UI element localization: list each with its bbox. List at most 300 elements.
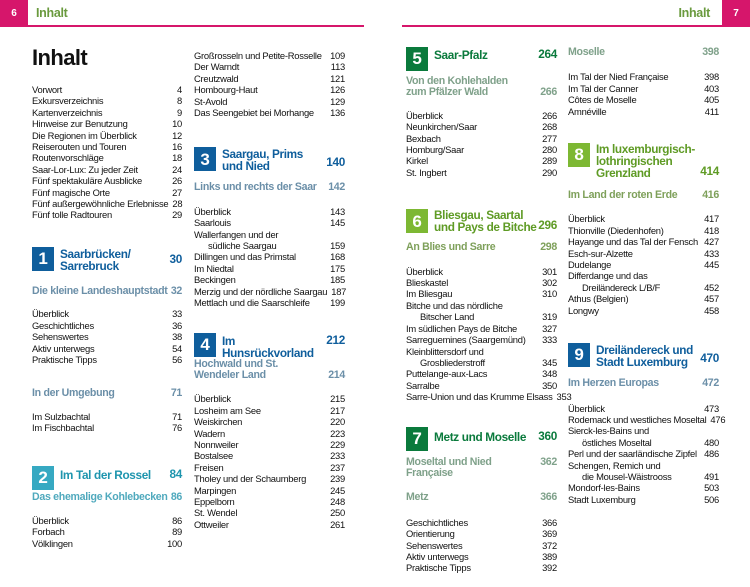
toc-entry[interactable] — [194, 50, 345, 61]
toc-entry-title: Im Tal der Canner — [568, 82, 639, 94]
toc-entry-title: Tholey und der Schaumberg — [194, 473, 307, 485]
toc-entry-page: 457 — [704, 293, 719, 305]
toc-entry-page: 268 — [542, 121, 557, 133]
section-title: Die kleine Landeshauptstadt — [32, 284, 168, 297]
toc-entry-title: Routenvorschläge — [32, 152, 104, 164]
chapter-8-number: 8 — [568, 143, 590, 167]
toc-entry-page: 56 — [172, 353, 182, 365]
section-page: 398 — [702, 46, 719, 58]
toc-entry-title: Überblick — [568, 402, 605, 414]
chapter-2-page: 84 — [169, 466, 182, 481]
toc-entry-page: 417 — [704, 213, 719, 225]
toc-entry-title: Praktische Tipps — [32, 353, 97, 365]
chapter-9-page: 470 — [700, 351, 719, 366]
toc-entry[interactable] — [194, 107, 345, 118]
toc-entry[interactable] — [406, 357, 557, 368]
toc-entry-title: Überblick — [194, 393, 231, 405]
toc-entry-title: Das Seengebiet bei Morhange — [194, 107, 314, 119]
toc-entry[interactable] — [568, 213, 719, 224]
toc-entry[interactable] — [568, 413, 726, 425]
chapter-5-heading[interactable] — [406, 47, 557, 71]
toc-entry-page: 199 — [330, 297, 345, 309]
toc-entry-page: 233 — [330, 450, 345, 462]
toc-entry-title: St. Wendel — [194, 507, 238, 519]
toc-entry-page: 223 — [330, 427, 345, 439]
section-title: Im Herzen Europas — [568, 377, 659, 390]
toc-entry[interactable] — [194, 485, 345, 496]
toc-entry[interactable] — [406, 121, 557, 132]
toc-entry[interactable] — [406, 110, 557, 121]
toc-entry-title: Sarralbe — [406, 379, 440, 391]
toc-entry-page: 491 — [704, 470, 719, 482]
toc-entry[interactable] — [32, 84, 182, 95]
toc-entry[interactable] — [32, 308, 182, 319]
chapter-1-number: 1 — [32, 247, 54, 271]
toc-entry-page: 239 — [330, 473, 345, 485]
chapter-3-page: 140 — [326, 155, 345, 170]
toc-entry[interactable] — [32, 187, 182, 198]
toc-entry-page: 433 — [704, 247, 719, 259]
toc-entry[interactable] — [194, 263, 345, 274]
chapter-5-section-1[interactable] — [406, 76, 557, 99]
chapter-4-number: 4 — [194, 333, 216, 357]
toc-entry-page: 290 — [542, 166, 557, 178]
toc-entry[interactable] — [568, 270, 719, 281]
toc-entry-page: 366 — [542, 516, 557, 528]
chapter-7-list-3 — [568, 71, 719, 117]
chapter-1-heading[interactable] — [32, 247, 182, 272]
toc-entry[interactable] — [194, 61, 345, 72]
toc-column-4 — [568, 46, 726, 505]
toc-entry-page: 266 — [542, 109, 557, 121]
toc-entry[interactable] — [194, 428, 345, 439]
right-page-number: 7 — [722, 0, 750, 27]
toc-entry-title: Bexbach — [406, 132, 441, 144]
toc-entry-title: Beckingen — [194, 274, 236, 286]
chapter-1-title: Saarbrücken/ Sarrebruck — [60, 246, 131, 273]
toc-entry-page: 18 — [172, 152, 182, 164]
toc-entry-title: Im Tal der Nied Française — [568, 71, 669, 83]
toc-entry[interactable] — [406, 277, 557, 288]
section-page: 362 — [540, 455, 557, 468]
toc-entry[interactable] — [568, 403, 719, 414]
toc-entry[interactable] — [406, 133, 557, 144]
toc-entry[interactable] — [194, 496, 345, 507]
chapter-7-number: 7 — [406, 427, 428, 451]
chapter-8-list-1 — [568, 213, 719, 316]
toc-entry-page: 36 — [172, 319, 182, 331]
toc-entry[interactable] — [32, 320, 182, 331]
left-header-bar — [28, 0, 364, 27]
toc-entry[interactable] — [406, 540, 557, 551]
toc-entry-title: Die Regionen im Überblick — [32, 129, 137, 141]
toc-entry-page: 372 — [542, 539, 557, 551]
section-page: 298 — [540, 241, 557, 254]
toc-entry-title: Rodemack und westliches Moseltal — [568, 413, 707, 425]
toc-entry-page: 54 — [172, 342, 182, 354]
toc-entry-title: Überblick — [406, 109, 443, 121]
toc-entry[interactable] — [32, 331, 182, 342]
toc-entry-page: 168 — [330, 251, 345, 263]
toc-entry-title: Fünf außergewöhnliche Erlebnisse — [32, 198, 169, 210]
toc-entry[interactable] — [194, 393, 345, 404]
toc-entry-title: Losheim am See — [194, 404, 261, 416]
toc-entry[interactable] — [406, 391, 572, 403]
chapter-7-heading[interactable] — [406, 427, 557, 451]
toc-entry[interactable] — [406, 368, 557, 379]
toc-entry[interactable] — [194, 297, 345, 308]
toc-entry-page: 289 — [542, 155, 557, 167]
toc-entry-page: 452 — [704, 281, 719, 293]
toc-entry-page: 403 — [704, 82, 719, 94]
toc-entry-page: 250 — [330, 507, 345, 519]
chapter-5-number: 5 — [406, 47, 428, 71]
section-page: 32 — [170, 284, 182, 297]
toc-entry-title: Überblick — [568, 213, 605, 225]
toc-entry[interactable] — [194, 286, 345, 297]
toc-entry-page: 280 — [542, 144, 557, 156]
toc-entry-title: Merzig und der nördliche Saargau — [194, 285, 328, 297]
toc-entry-page: 100 — [167, 537, 182, 549]
toc-entry[interactable] — [194, 473, 345, 484]
toc-entry-title: Aktiv unterwegs — [406, 550, 469, 562]
toc-entry-page: 126 — [330, 84, 345, 96]
toc-entry-title: Wallerfangen und der — [194, 228, 279, 240]
toc-entry[interactable] — [194, 507, 345, 518]
left-page-number: 6 — [0, 0, 28, 27]
toc-entry-page: 16 — [172, 141, 182, 153]
toc-entry-title: Sarre-Union und das Krumme Elsass — [406, 391, 553, 403]
toc-entry-title: Homburg/Saar — [406, 144, 464, 156]
toc-entry[interactable] — [194, 416, 345, 427]
toc-entry-page: 159 — [330, 240, 345, 252]
toc-entry-title: Dreiländereck L/B/F — [582, 281, 661, 293]
toc-entry[interactable] — [568, 94, 719, 105]
toc-entry-page: 175 — [330, 262, 345, 274]
toc-entry[interactable] — [194, 206, 345, 217]
toc-entry-page: 215 — [330, 393, 345, 405]
toc-entry-title: Differdange und das — [568, 270, 648, 282]
toc-entry-page: 445 — [704, 259, 719, 271]
section-title: Im Land der roten Erde — [568, 189, 678, 202]
chapter-4-list-1 — [194, 393, 345, 530]
toc-entry[interactable] — [194, 73, 345, 84]
toc-entry[interactable] — [568, 425, 719, 436]
toc-entry-page: 33 — [172, 308, 182, 320]
toc-entry[interactable] — [32, 118, 182, 129]
toc-entry-title: Exkursverzeichnis — [32, 95, 104, 107]
toc-entry-title: Praktische Tipps — [406, 562, 471, 574]
toc-entry-title: Côtes de Moselle — [568, 94, 637, 106]
toc-entry-title: Saar-Lor-Lux: Zu jeder Zeit — [32, 163, 138, 175]
chapter-2-list-1 — [32, 515, 182, 549]
toc-entry[interactable] — [406, 300, 557, 311]
chapter-6-heading[interactable] — [406, 209, 557, 233]
chapter-7-page: 360 — [538, 428, 557, 443]
chapter-9-section-1[interactable] — [568, 378, 719, 389]
toc-entry-page: 12 — [172, 129, 182, 141]
toc-entry[interactable] — [568, 236, 719, 247]
section-page: 366 — [540, 491, 557, 504]
chapter-3-list-1 — [194, 206, 345, 309]
toc-entry[interactable] — [406, 323, 557, 334]
toc-entry-page: 220 — [330, 416, 345, 428]
toc-column-3 — [406, 47, 572, 574]
chapter-1-page: 30 — [169, 251, 182, 266]
toc-entry[interactable] — [194, 405, 345, 416]
toc-entry[interactable] — [568, 494, 719, 505]
section-page: 86 — [170, 490, 182, 503]
toc-entry-page: 38 — [172, 331, 182, 343]
toc-entry-page: 411 — [704, 105, 719, 117]
toc-entry[interactable] — [32, 198, 182, 209]
chapter-5-page: 264 — [538, 47, 557, 61]
toc-entry-title: Nonnweiler — [194, 438, 239, 450]
toc-entry[interactable] — [32, 209, 182, 220]
toc-entry[interactable] — [32, 141, 182, 152]
chapter-9-heading[interactable] — [568, 343, 719, 368]
section-page: 472 — [702, 377, 719, 390]
toc-entry[interactable] — [568, 225, 719, 236]
toc-entry-page: 8 — [177, 95, 182, 107]
toc-entry-page: 109 — [330, 50, 345, 61]
toc-entry[interactable] — [406, 517, 557, 528]
toc-entry-title: Stadt Luxemburg — [568, 493, 636, 505]
toc-entry-page: 418 — [704, 224, 719, 236]
chapter-6-number: 6 — [406, 209, 428, 233]
toc-entry[interactable] — [32, 152, 182, 163]
toc-entry[interactable] — [568, 282, 719, 293]
chapter-1-section-1[interactable] — [32, 286, 182, 297]
section-page: 214 — [328, 368, 345, 381]
toc-entry[interactable] — [406, 346, 557, 357]
toc-entry[interactable] — [568, 71, 719, 82]
chapter-7-section-2[interactable] — [406, 492, 557, 503]
chapter-7-section-1[interactable] — [406, 457, 557, 480]
section-page: 266 — [540, 86, 557, 99]
chapter-2-section-1[interactable] — [32, 492, 182, 503]
toc-entry-title: Athus (Belgien) — [568, 293, 629, 305]
toc-entry-page: 392 — [542, 562, 557, 574]
toc-entry-page: 10 — [172, 118, 182, 130]
toc-entry[interactable] — [194, 96, 345, 107]
toc-entry-title: St-Avold — [194, 95, 228, 107]
chapter-1-section-2[interactable] — [32, 388, 182, 399]
chapter-3-number: 3 — [194, 147, 216, 171]
toc-entry-page: 26 — [172, 175, 182, 187]
toc-entry[interactable] — [406, 334, 557, 345]
toc-entry-page: 86 — [172, 514, 182, 526]
chapter-8-heading[interactable] — [568, 143, 719, 179]
toc-entry-title: Im Bliesgau — [406, 288, 453, 300]
toc-entry-page: 398 — [704, 71, 719, 83]
toc-entry-title: Orientierung — [406, 528, 455, 540]
toc-entry[interactable] — [406, 528, 557, 539]
toc-entry-title: Bostalsee — [194, 450, 233, 462]
toc-entry[interactable] — [32, 354, 182, 365]
toc-entry[interactable] — [194, 251, 345, 262]
chapter-9-list-1 — [568, 402, 726, 506]
toc-entry-title: Puttelange-aux-Lacs — [406, 368, 488, 380]
toc-entry[interactable] — [32, 107, 182, 118]
toc-entry-title: Schengen, Remich und — [568, 459, 661, 471]
toc-entry-title: Marpingen — [194, 484, 237, 496]
chapter-4-title: Im Hunsrückvorland — [222, 333, 314, 360]
toc-entry[interactable] — [568, 293, 719, 304]
toc-entry-title: Sehenswertes — [32, 331, 89, 343]
toc-entry[interactable] — [406, 311, 557, 322]
toc-entry[interactable] — [568, 106, 719, 117]
section-page: 71 — [170, 387, 182, 400]
section-title: In der Umgebung — [32, 387, 115, 400]
toc-entry-title: Grosbliederstroff — [420, 356, 485, 368]
chapter-2-list-continued — [194, 50, 345, 118]
toc-entry-title: Völklingen — [32, 537, 73, 549]
toc-entry-title: Dudelange — [568, 259, 612, 271]
right-header-title: Inhalt — [678, 5, 710, 20]
toc-entry[interactable] — [32, 538, 182, 549]
toc-entry[interactable] — [194, 217, 345, 228]
chapter-3-section-1[interactable] — [194, 182, 345, 193]
toc-entry-page: 217 — [330, 404, 345, 416]
toc-entry-page: 277 — [542, 132, 557, 144]
toc-entry-title: Neunkirchen/Saar — [406, 121, 478, 133]
toc-entry-page: 310 — [542, 288, 557, 300]
section-title: Metz — [406, 491, 429, 504]
toc-entry-page: 136 — [330, 107, 345, 119]
toc-entry[interactable] — [32, 175, 182, 186]
toc-entry-page: 473 — [704, 402, 719, 414]
toc-column-2 — [194, 50, 345, 530]
toc-entry[interactable] — [32, 422, 182, 433]
toc-entry-page: 9 — [177, 106, 182, 118]
toc-entry-title: Longwy — [568, 304, 599, 316]
chapter-6-title: Bliesgau, Saartal und Pays de Bitche — [434, 208, 537, 235]
toc-entry[interactable] — [194, 439, 345, 450]
toc-entry-title: Weiskirchen — [194, 416, 243, 428]
toc-entry-title: Freisen — [194, 461, 224, 473]
toc-entry-page: 350 — [542, 379, 557, 391]
chapter-1-list-1 — [32, 308, 182, 365]
toc-entry[interactable] — [406, 144, 557, 155]
toc-entry[interactable] — [568, 437, 719, 448]
toc-entry-title: Aktiv unterwegs — [32, 342, 95, 354]
chapter-9-number: 9 — [568, 343, 590, 367]
chapter-3-heading[interactable] — [194, 147, 345, 172]
chapter-4-section-1[interactable] — [194, 359, 345, 382]
toc-entry[interactable] — [568, 305, 719, 316]
toc-entry-title: Perl und der saarländische Zipfel — [568, 448, 697, 460]
toc-entry[interactable] — [406, 167, 557, 178]
toc-entry[interactable] — [406, 562, 557, 573]
toc-entry[interactable] — [406, 155, 557, 166]
toc-entry[interactable] — [406, 380, 557, 391]
section-title: An Blies und Sarre — [406, 241, 496, 254]
toc-entry-page: 345 — [542, 356, 557, 368]
toc-entry-title: Fünf magische Orte — [32, 186, 110, 198]
toc-entry[interactable] — [194, 84, 345, 95]
toc-entry[interactable] — [194, 519, 345, 530]
chapter-8-section-1[interactable] — [568, 190, 719, 201]
toc-entry-page: 458 — [704, 304, 719, 316]
toc-entry[interactable] — [568, 248, 719, 259]
toc-entry-page: 71 — [172, 410, 182, 422]
toc-entry-title: Saarlouis — [194, 217, 231, 229]
toc-entry-page: 76 — [172, 422, 182, 434]
section-page: 142 — [328, 181, 345, 194]
toc-entry-page: 187 — [331, 285, 347, 297]
chapter-4-heading[interactable] — [194, 333, 345, 359]
toc-entry[interactable] — [568, 460, 719, 471]
toc-entry[interactable] — [32, 526, 182, 537]
toc-entry[interactable] — [32, 130, 182, 141]
toc-entry[interactable] — [194, 229, 345, 240]
toc-entry-title: Blieskastel — [406, 277, 449, 289]
toc-entry-title: Sehenswertes — [406, 539, 463, 551]
toc-entry[interactable] — [406, 288, 557, 299]
toc-entry-title: Mettlach und die Saarschleife — [194, 297, 310, 309]
toc-entry-title: Überblick — [32, 308, 69, 320]
toc-entry-title: Ottweiler — [194, 518, 229, 530]
section-title: Moselle — [568, 46, 605, 58]
toc-entry[interactable] — [194, 240, 345, 251]
toc-entry[interactable] — [194, 450, 345, 461]
toc-entry[interactable] — [568, 471, 719, 482]
chapter-7-section-3[interactable] — [568, 47, 719, 58]
toc-entry[interactable] — [568, 482, 719, 493]
toc-entry[interactable] — [568, 83, 719, 94]
toc-entry-title: Eppelborn — [194, 495, 235, 507]
toc-entry-page: 113 — [330, 61, 345, 73]
toc-entry[interactable] — [32, 515, 182, 526]
chapter-6-list-1 — [406, 265, 572, 403]
toc-entry-page: 245 — [330, 484, 345, 496]
toc-entry-page: 28 — [172, 198, 183, 210]
toc-entry-title: Bitscher Land — [420, 311, 475, 323]
toc-entry-title: Mondorf-les-Bains — [568, 482, 640, 494]
toc-entry-title: St. Ingbert — [406, 166, 447, 178]
toc-entry[interactable] — [194, 274, 345, 285]
toc-entry[interactable] — [32, 343, 182, 354]
chapter-8-title: Im luxemburgisch-lothringischen Grenzland — [596, 142, 695, 181]
section-title: Links und rechts der Saar — [194, 181, 317, 194]
toc-entry-title: Im Sulzbachtal — [32, 410, 90, 422]
toc-entry-title: Sierck-les-Bains und — [568, 425, 649, 437]
toc-entry[interactable] — [406, 551, 557, 562]
toc-entry-page: 27 — [172, 186, 182, 198]
toc-entry[interactable] — [32, 95, 182, 106]
toc-entry-page: 24 — [172, 163, 182, 175]
chapter-6-section-1[interactable] — [406, 242, 557, 253]
toc-entry-page: 503 — [704, 482, 719, 494]
toc-entry[interactable] — [568, 448, 719, 459]
section-title: Hochwald und St. Wendeler Land — [194, 357, 279, 381]
toc-entry[interactable] — [406, 266, 557, 277]
toc-entry-page: 237 — [330, 461, 345, 473]
toc-entry[interactable] — [568, 259, 719, 270]
toc-entry-page: 261 — [330, 518, 345, 530]
toc-entry-page: 4 — [177, 84, 182, 95]
page-title: Inhalt — [32, 45, 88, 70]
toc-entry[interactable] — [194, 462, 345, 473]
toc-entry-page: 229 — [330, 438, 345, 450]
toc-entry[interactable] — [32, 411, 182, 422]
chapter-6-page: 296 — [538, 218, 557, 233]
chapter-2-heading[interactable] — [32, 466, 182, 490]
toc-entry-title: Esch-sur-Alzette — [568, 247, 633, 259]
toc-entry-page: 29 — [172, 209, 182, 221]
toc-entry[interactable] — [32, 164, 182, 175]
